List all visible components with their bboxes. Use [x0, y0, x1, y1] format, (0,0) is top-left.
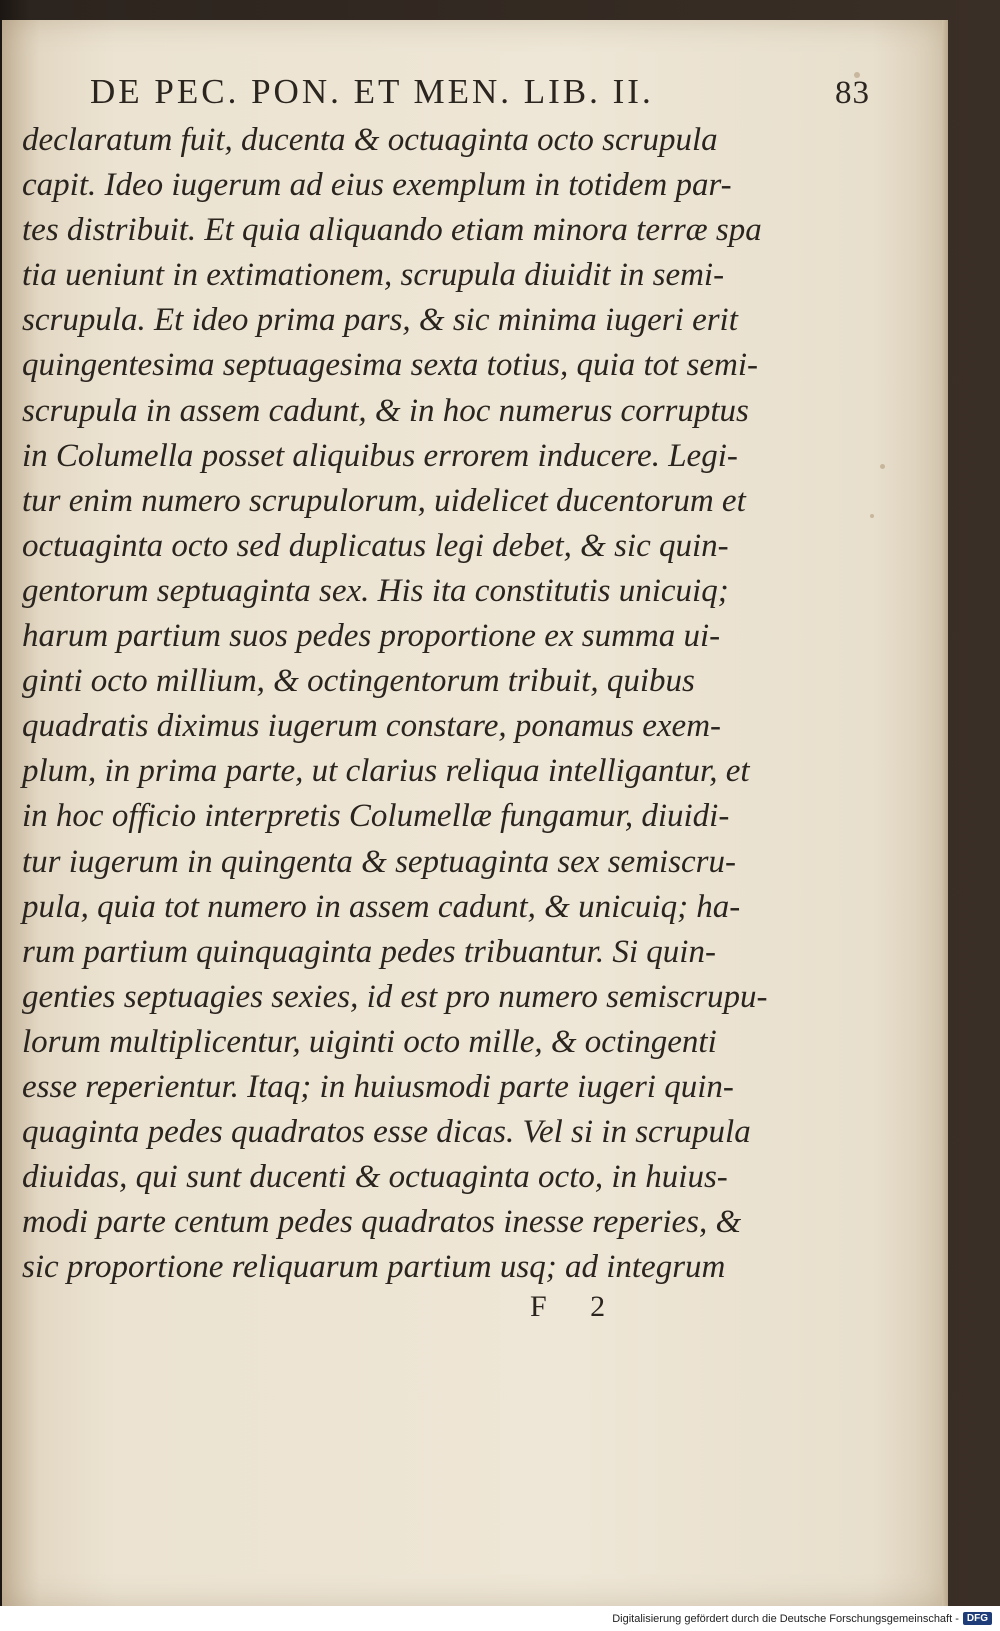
text-line: quaginta pedes quadratos esse dicas. Vel si in scrupula: [22, 1114, 751, 1151]
text-line: tur enim numero scrupulorum, uidelicet ducentorum et: [22, 482, 746, 519]
text-line: diuidas, qui sunt ducenti & octuaginta octo, in huius-: [22, 1159, 728, 1196]
text-line: quingentesima septuagesima sexta totius, quia tot semi-: [22, 347, 759, 384]
running-head-title: DE PEC. PON. ET MEN. LIB. II.: [90, 72, 654, 111]
text-line: ginti octo millium, & octingentorum tribuit, quibus: [22, 663, 695, 700]
text-line: sic proportione reliquarum partium usq; ad integrum: [22, 1249, 726, 1286]
dfg-logo-icon: DFG: [963, 1612, 992, 1625]
text-line: scrupula. Et ideo prima pars, & sic minima iugeri erit: [22, 302, 738, 339]
foxing-spot: [870, 514, 874, 518]
text-line: plum, in prima parte, ut clarius reliqua intelligantur, et: [22, 753, 750, 790]
text-line: rum partium quinquaginta pedes tribuantur. Si quin-: [22, 933, 716, 970]
text-line: gentorum septuaginta sex. His ita constitutis unicuiq;: [22, 572, 729, 609]
page-edge: [942, 20, 948, 1606]
text-line: tia ueniunt in extimationem, scrupula diuidit in semi-: [22, 257, 725, 294]
page-number: 83: [835, 75, 870, 111]
text-line: tes distribuit. Et quia aliquando etiam minora terræ spa: [22, 212, 762, 249]
text-line: in hoc officio interpretis Columellæ fungamur, diuidi-: [22, 798, 730, 835]
text-line: capit. Ideo iugerum ad eius exemplum in totidem par-: [22, 167, 732, 204]
body-text: [22, 118, 768, 1290]
text-line: octuaginta octo sed duplicatus legi debet, & sic quin-: [22, 527, 729, 564]
text-line: lorum multiplicentur, uiginti octo mille, & octingenti: [22, 1023, 717, 1060]
text-line: esse reperientur. Itaq; in huiusmodi parte iugeri quin-: [22, 1068, 734, 1105]
text-line: modi parte centum pedes quadratos inesse reperies, &: [22, 1204, 742, 1241]
digitization-credit: Digitalisierung gefördert durch die Deutsche Forschungsgemeinschaft -: [612, 1612, 959, 1625]
text-line: quadratis diximus iugerum constare, ponamus exem-: [22, 708, 722, 745]
text-line: genties septuagies sexies, id est pro numero semiscrupu-: [22, 978, 768, 1015]
signature-mark: F 2: [530, 1290, 624, 1323]
text-line: scrupula in assem cadunt, & in hoc numerus corruptus: [22, 392, 749, 429]
digitization-footer: [0, 1606, 1000, 1631]
foxing-spot: [880, 464, 885, 469]
text-line: pula, quia tot numero in assem cadunt, & unicuiq; ha-: [22, 888, 741, 925]
text-line: harum partium suos pedes proportione ex summa ui-: [22, 618, 721, 655]
text-line: tur iugerum in quingenta & septuaginta sex semiscru-: [22, 843, 737, 880]
running-head: [90, 72, 870, 120]
text-line: in Columella posset aliquibus errorem inducere. Legi-: [22, 437, 738, 474]
text-line: declaratum fuit, ducenta & octuaginta octo scrupula: [22, 122, 718, 158]
